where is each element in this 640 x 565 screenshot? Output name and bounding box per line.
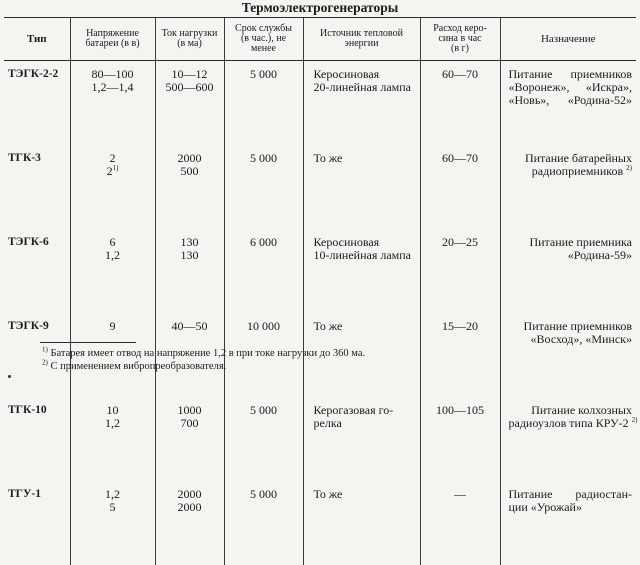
footnote-mark: 2) xyxy=(631,416,638,424)
header-current: Ток нагрузки (в ма) xyxy=(155,18,224,61)
cell-current: 10—12 500—600 xyxy=(155,61,224,146)
cell-fuel: 60—70 xyxy=(420,61,500,146)
cell-current: 2000 2000 xyxy=(155,481,224,565)
cell-voltage: 80—100 1,2—1,4 xyxy=(70,61,155,146)
table-row xyxy=(4,229,636,313)
cell-fuel: 20—25 xyxy=(420,229,500,313)
cell-purpose: Питание колхозных радиоузлов типа КРУ-2 $^{2)}$ xyxy=(500,397,636,481)
cell-source: То же xyxy=(303,145,420,229)
cell-life: 5 000 xyxy=(224,61,303,146)
footnote-text: Батарея имеет отвод на напряжение 1,2 в при токе нагрузки до 360 ма. xyxy=(50,348,366,359)
cell-life: 5 000 xyxy=(224,481,303,565)
header-source: Источник тепловой энергии xyxy=(303,18,420,61)
footnote-mark: 1) xyxy=(112,164,119,172)
cell-voltage: 10 1,2 xyxy=(70,397,155,481)
footnote-mark: 1) xyxy=(42,345,48,354)
thermo-generators-table xyxy=(4,17,636,565)
cell-life: 5 000 xyxy=(224,145,303,229)
footnote-text: С применением вибропреобразователя. xyxy=(50,361,227,372)
cell-fuel: 60—70 xyxy=(420,145,500,229)
cell-type: ТЭГК-9 xyxy=(8,320,49,332)
cell-life: 5 000 xyxy=(224,397,303,481)
cell-purpose: Питание приемника «Родина-59» xyxy=(500,229,636,313)
cell-voltage: 2 2$^{1)}$ xyxy=(70,145,155,229)
cell-voltage: 9 xyxy=(70,313,155,397)
cell-fuel: 100—105 xyxy=(420,397,500,481)
footnote-1 xyxy=(42,345,366,360)
cell-purpose: Питание приемников «Воронеж», «Искра», «Новь», «Родина-52» xyxy=(500,61,636,146)
table-row xyxy=(4,145,636,229)
cell-type: ТЭГК-6 xyxy=(8,236,49,248)
cell-source: Керогазовая го- релка xyxy=(303,397,420,481)
cell-current: 1000 700 xyxy=(155,397,224,481)
footnote-divider xyxy=(40,342,136,343)
cell-purpose: Питание приемников «Восход», «Минск» xyxy=(500,313,636,397)
table-header-row xyxy=(4,18,636,61)
cell-current: 2000 500 xyxy=(155,145,224,229)
table-row xyxy=(4,397,636,481)
footnote-mark: 2) xyxy=(42,358,48,367)
cell-fuel: 15—20 xyxy=(420,313,500,397)
header-type: Тип xyxy=(4,18,70,61)
cell-fuel: — xyxy=(420,481,500,565)
cell-type: ТЭГК-2-2 xyxy=(8,68,59,80)
table-row xyxy=(4,481,636,565)
print-speck xyxy=(8,375,11,378)
cell-type: ТГУ-1 xyxy=(8,488,42,500)
header-purpose: Назначение xyxy=(500,18,636,61)
cell-voltage: 6 1,2 xyxy=(70,229,155,313)
table-row xyxy=(4,61,636,146)
cell-type: ТГК-10 xyxy=(8,404,47,416)
cell-source: То же xyxy=(303,481,420,565)
header-fuel: Расход керо- сина в час (в г) xyxy=(420,18,500,61)
cell-source: Керосиновая 20-линейная лампа xyxy=(303,61,420,146)
cell-life: 6 000 xyxy=(224,229,303,313)
footnote-2 xyxy=(42,358,227,373)
cell-voltage: 1,2 5 xyxy=(70,481,155,565)
cell-source: То же xyxy=(303,313,420,397)
cell-life: 10 000 xyxy=(224,313,303,397)
cell-source: Керосиновая 10-линейная лампа xyxy=(303,229,420,313)
header-life: Срок службы (в час.), не менее xyxy=(224,18,303,61)
cell-purpose: Питание радиостан- ции «Урожай» xyxy=(500,481,636,565)
cell-purpose: Питание батарейных радиоприемников $^{2)}$ xyxy=(500,145,636,229)
footnote-mark: 2) xyxy=(626,164,632,172)
cell-current: 130 130 xyxy=(155,229,224,313)
header-voltage: Напряжение батареи (в в) xyxy=(70,18,155,61)
page-title: Термоэлектрогенераторы xyxy=(241,0,399,15)
cell-current: 40—50 xyxy=(155,313,224,397)
cell-type: ТГК-3 xyxy=(8,152,41,164)
